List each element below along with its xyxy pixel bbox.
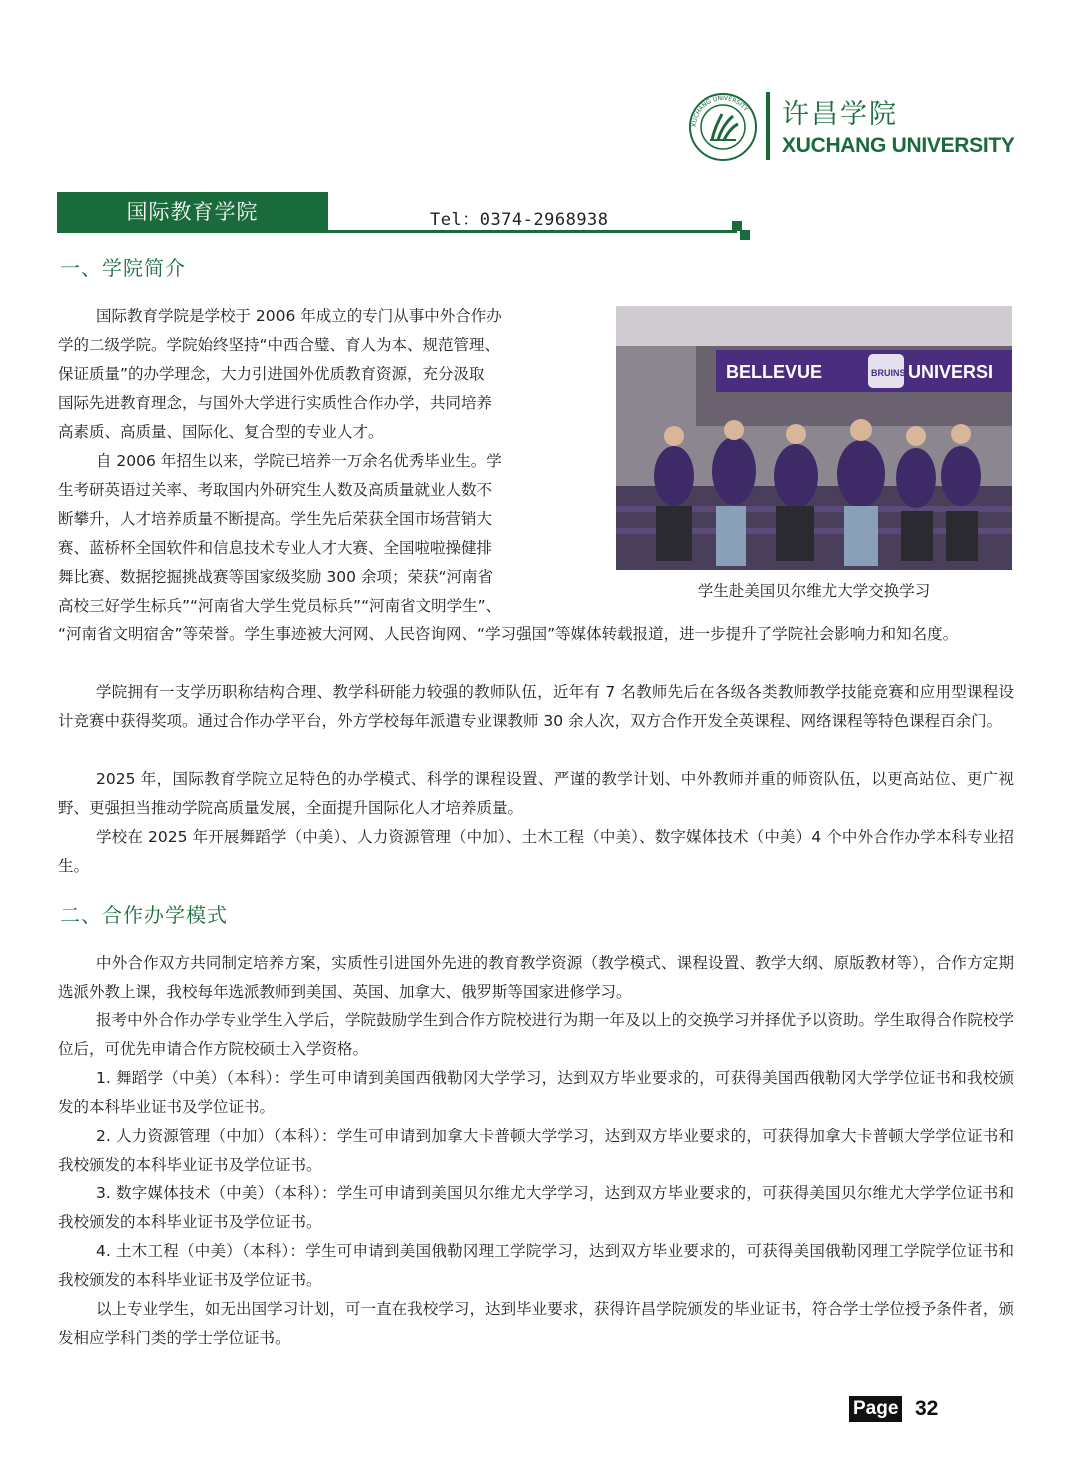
intro-paragraph-1: [58, 302, 578, 621]
text-line: 自 2006 年招生以来，学院已培养一万余名优秀毕业生。学: [96, 452, 502, 470]
rule-ornament: [740, 230, 750, 240]
seal-text: XUCHANG UNIVERSITY: [690, 94, 750, 128]
banner-text-right: UNIVERSI: [908, 362, 994, 382]
program-item-civil-engineering: 4. 土木工程（中美）（本科）：学生可申请到美国俄勒冈理工学院学习，达到双方毕业要求的，可获得美国俄勒冈理工学院学位证书和我校颁发的本科毕业证书及学位证书。: [58, 1242, 1014, 1289]
intro-paragraph-3: 学院拥有一支学历职称结构合理、教学科研能力较强的教师队伍，近年有 7 名教师先后在各级各类教师教学技能竞赛和应用型课程设计竞赛中获得奖项。通过合作办学平台，外方学校每年派遣专业课教师 30 余人次，双方合作开发全英课程、网络课程等特色课程百余门。: [58, 683, 1014, 730]
logo-chinese-name: 许昌学院: [782, 99, 898, 130]
text-line: 高校三好学生标兵”“河南省大学生党员标兵”“河南省文明学生”、: [58, 597, 502, 615]
university-seal-icon: [688, 92, 758, 162]
section-heading-cooperation: 二、合作办学模式: [60, 903, 228, 927]
photo-caption: 学生赴美国贝尔维尤大学交换学习: [697, 582, 931, 600]
logo-divider: [766, 92, 770, 160]
text-line: 断攀升，人才培养质量不断提高。学生先后荣获全国市场营销大: [58, 510, 493, 528]
text-line: 舞比赛、数据挖掘挑战赛等国家级奖励 300 余项；荣获“河南省: [58, 568, 493, 586]
text-line: 国际教育学院是学校于 2006 年成立的专门从事中外合作办: [96, 307, 502, 325]
university-logo: [688, 88, 1018, 168]
text-line: 赛、蓝桥杯全国软件和信息技术专业人才大赛、全国啦啦操健排: [58, 539, 493, 557]
section-heading-intro: 一、学院简介: [60, 256, 186, 280]
cooperation-paragraph-3: 以上专业学生，如无出国学习计划，可一直在我校学习，达到毕业要求，获得许昌学院颁发的毕业证书，符合学士学位授予条件者，颁发相应学科门类的学士学位证书。: [58, 1300, 1014, 1347]
banner-logo-text: BRUINS: [871, 368, 906, 378]
header-rule: [57, 230, 737, 233]
text-line: 高素质、高质量、国际化、复合型的专业人才。: [58, 423, 384, 441]
intro-paragraph-4: 2025 年，国际教育学院立足特色的办学模式、科学的课程设置、严谨的教学计划、中外教师并重的师资队伍，以更高站位、更广视野、更强担当推动学院高质量发展，全面提升国际化人才培养质量。: [58, 770, 1014, 817]
intro-paragraph-2-continued: “河南省文明宿舍”等荣誉。学生事迹被大河网、人民咨询网、“学习强国”等媒体转载报道，进一步提升了学院社会影响力和知名度。: [58, 625, 959, 643]
page-number: 32: [915, 1397, 939, 1420]
text-line: 国际先进教育理念，与国外大学进行实质性合作办学，共同培养: [58, 394, 493, 412]
program-item-dance: 1. 舞蹈学（中美）（本科）：学生可申请到美国西俄勒冈大学学习，达到双方毕业要求的，可获得美国西俄勒冈大学学位证书和我校颁发的本科毕业证书及学位证书。: [58, 1069, 1014, 1116]
text-line: 生考研英语过关率、考取国内外研究生人数及高质量就业人数不: [58, 481, 493, 499]
exchange-photo: [616, 306, 1012, 570]
text-line: 学的二级学院。学院始终坚持“中西合璧、育人为本、规范管理、: [58, 336, 501, 354]
text-line: 保证质量”的办学理念，大力引进国外优质教育资源，充分汲取: [58, 365, 485, 383]
telephone: Tel：0374-2968938: [430, 210, 609, 230]
banner-text-left: BELLEVUE: [726, 362, 823, 382]
department-title: 国际教育学院: [57, 192, 328, 232]
intro-paragraph-5: 学校在 2025 年开展舞蹈学（中美）、人力资源管理（中加）、土木工程（中美）、数字媒体技术（中美）4 个中外合作办学本科专业招生。: [58, 828, 1014, 875]
program-item-digital-media: 3. 数字媒体技术（中美）（本科）：学生可申请到美国贝尔维尤大学学习，达到双方毕业要求的，可获得美国贝尔维尤大学学位证书和我校颁发的本科毕业证书及学位证书。: [58, 1184, 1014, 1231]
cooperation-paragraph-2: 报考中外合作办学专业学生入学后，学院鼓励学生到合作方院校进行为期一年及以上的交换学习并择优予以资助。学生取得合作院校学位后，可优先申请合作方院校硕士入学资格。: [58, 1011, 1014, 1058]
program-item-hr: 2. 人力资源管理（中加）（本科）：学生可申请到加拿大卡普顿大学学习，达到双方毕业要求的，可获得加拿大卡普顿大学学位证书和我校颁发的本科毕业证书及学位证书。: [58, 1127, 1014, 1174]
cooperation-paragraph-1: 中外合作双方共同制定培养方案，实质性引进国外先进的教育教学资源（教学模式、课程设置、教学大纲、原版教材等），合作方定期选派外教上课，我校每年选派教师到美国、英国、加拿大、俄罗斯等国家进修学习。: [58, 954, 1014, 1001]
page-label: Page: [849, 1396, 902, 1422]
logo-english-name: XUCHANG UNIVERSITY: [782, 134, 1015, 157]
